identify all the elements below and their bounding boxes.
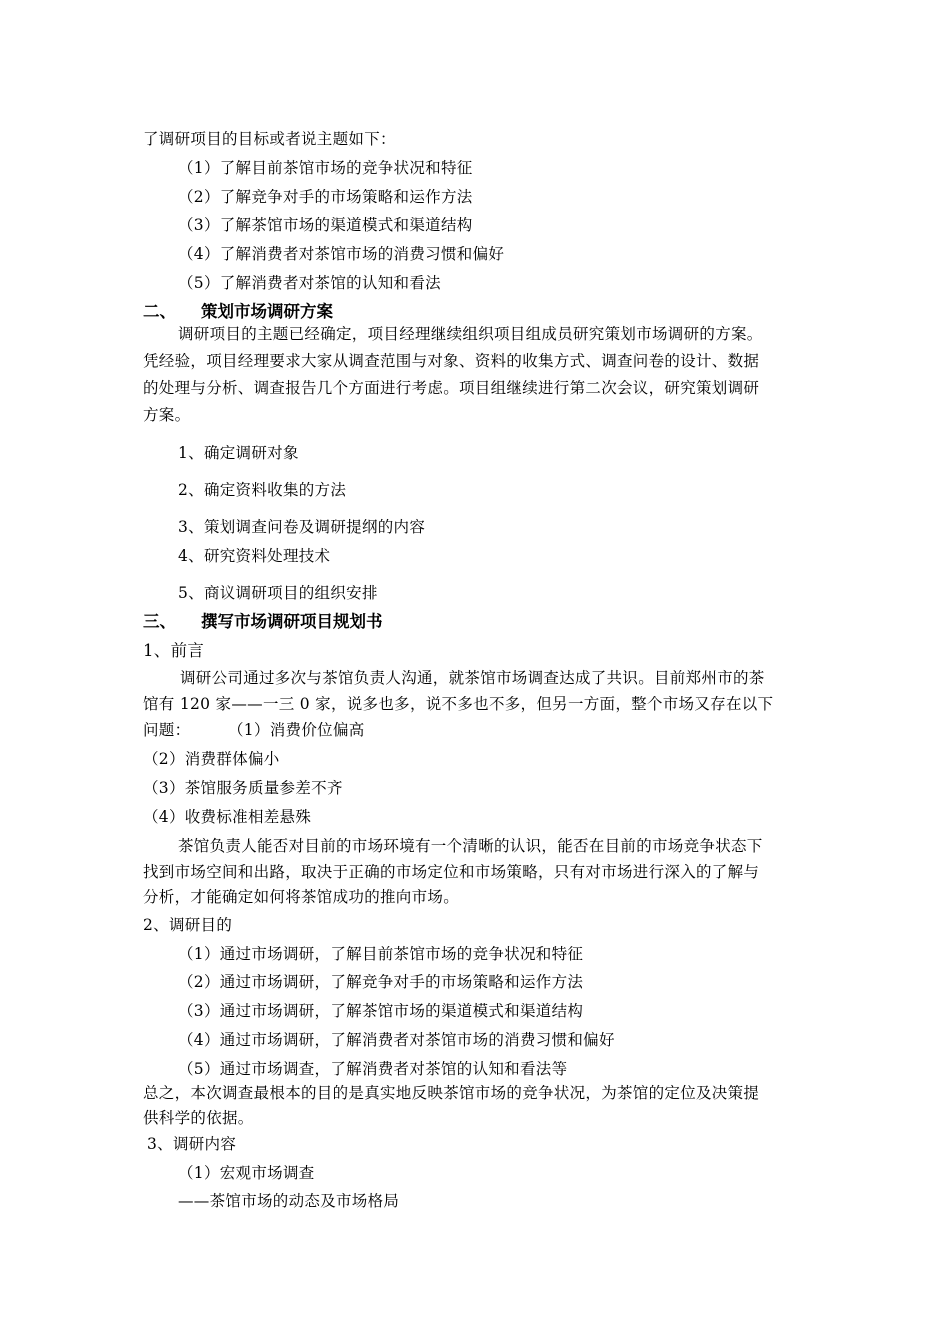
content-item: （1）宏观市场调查 xyxy=(178,1164,315,1182)
issue-item: （1）消费价位偏高 xyxy=(228,721,365,739)
purpose-item: （1）通过市场调研，了解目前茶馆市场的竞争状况和特征 xyxy=(178,945,584,963)
step-item: 3、策划调查问卷及调研提纲的内容 xyxy=(178,518,426,536)
paragraph-line: 的处理与分析、调查报告几个方面进行考虑。项目组继续进行第二次会议，研究策划调研 xyxy=(143,379,760,397)
paragraph-line: 馆有 120 家——一三 0 家，说多也多，说不多也不多，但另一方面，整个市场又存在以下 xyxy=(143,695,774,713)
content-heading: 3、调研内容 xyxy=(147,1135,237,1153)
purpose-item: （2）通过市场调研，了解竞争对手的市场策略和运作方法 xyxy=(178,973,584,991)
paragraph-line: 分析，才能确定如何将茶馆成功的推向市场。 xyxy=(143,888,460,906)
goal-item: （4）了解消费者对茶馆市场的消费习惯和偏好 xyxy=(178,245,505,263)
paragraph-line: 供科学的依据。 xyxy=(143,1109,254,1127)
paragraph-line: 调研项目的主题已经确定，项目经理继续组织项目组成员研究策划市场调研的方案。 xyxy=(178,325,763,343)
paragraph-line: 总之，本次调查最根本的目的是真实地反映茶馆市场的竞争状况，为茶馆的定位及决策提 xyxy=(143,1084,760,1102)
section-title: 撰写市场调研项目规划书 xyxy=(201,612,383,631)
issue-item: （4）收费标准相差悬殊 xyxy=(143,808,312,826)
section-heading-3 xyxy=(143,611,383,633)
paragraph-line: 问题： xyxy=(143,721,191,739)
intro-lead: 了调研项目的目标或者说主题如下： xyxy=(143,130,396,148)
section-title: 策划市场调研方案 xyxy=(201,302,333,321)
paragraph-line: 找到市场空间和出路，取决于正确的市场定位和市场策略，只有对市场进行深入的了解与 xyxy=(143,863,760,881)
step-item: 2、确定资料收集的方法 xyxy=(178,481,347,499)
step-item: 1、确定调研对象 xyxy=(178,444,299,462)
step-item: 4、研究资料处理技术 xyxy=(178,547,331,565)
step-item: 5、商议调研项目的组织安排 xyxy=(178,584,378,602)
content-item: ——茶馆市场的动态及市场格局 xyxy=(178,1192,400,1210)
purpose-item: （5）通过市场调查，了解消费者对茶馆的认知和看法等 xyxy=(178,1060,568,1078)
paragraph-line: 调研公司通过多次与茶馆负责人沟通，就茶馆市场调查达成了共识。目前郑州市的茶 xyxy=(180,669,765,687)
section-heading-2 xyxy=(143,301,333,323)
goal-item: （3）了解茶馆市场的渠道模式和渠道结构 xyxy=(178,216,473,234)
paragraph-line: 方案。 xyxy=(143,406,191,424)
goal-item: （2）了解竞争对手的市场策略和运作方法 xyxy=(178,188,473,206)
issue-item: （3）茶馆服务质量参差不齐 xyxy=(143,779,343,797)
purpose-item: （4）通过市场调研，了解消费者对茶馆市场的消费习惯和偏好 xyxy=(178,1031,615,1049)
goal-item: （1）了解目前茶馆市场的竞争状况和特征 xyxy=(178,159,473,177)
section-number: 三、 xyxy=(143,612,176,631)
issue-item: （2）消费群体偏小 xyxy=(143,750,280,768)
paragraph-line: 茶馆负责人能否对目前的市场环境有一个清晰的认识，能否在目前的市场竞争状态下 xyxy=(178,837,763,855)
paragraph-line: 凭经验，项目经理要求大家从调查范围与对象、资料的收集方式、调查问卷的设计、数据 xyxy=(143,352,760,370)
purpose-heading: 2、调研目的 xyxy=(143,916,233,934)
preface-heading: 1、前言 xyxy=(143,641,205,660)
goal-item: （5）了解消费者对茶馆的认知和看法 xyxy=(178,274,441,292)
section-number: 二、 xyxy=(143,302,176,321)
purpose-item: （3）通过市场调研，了解茶馆市场的渠道模式和渠道结构 xyxy=(178,1002,584,1020)
